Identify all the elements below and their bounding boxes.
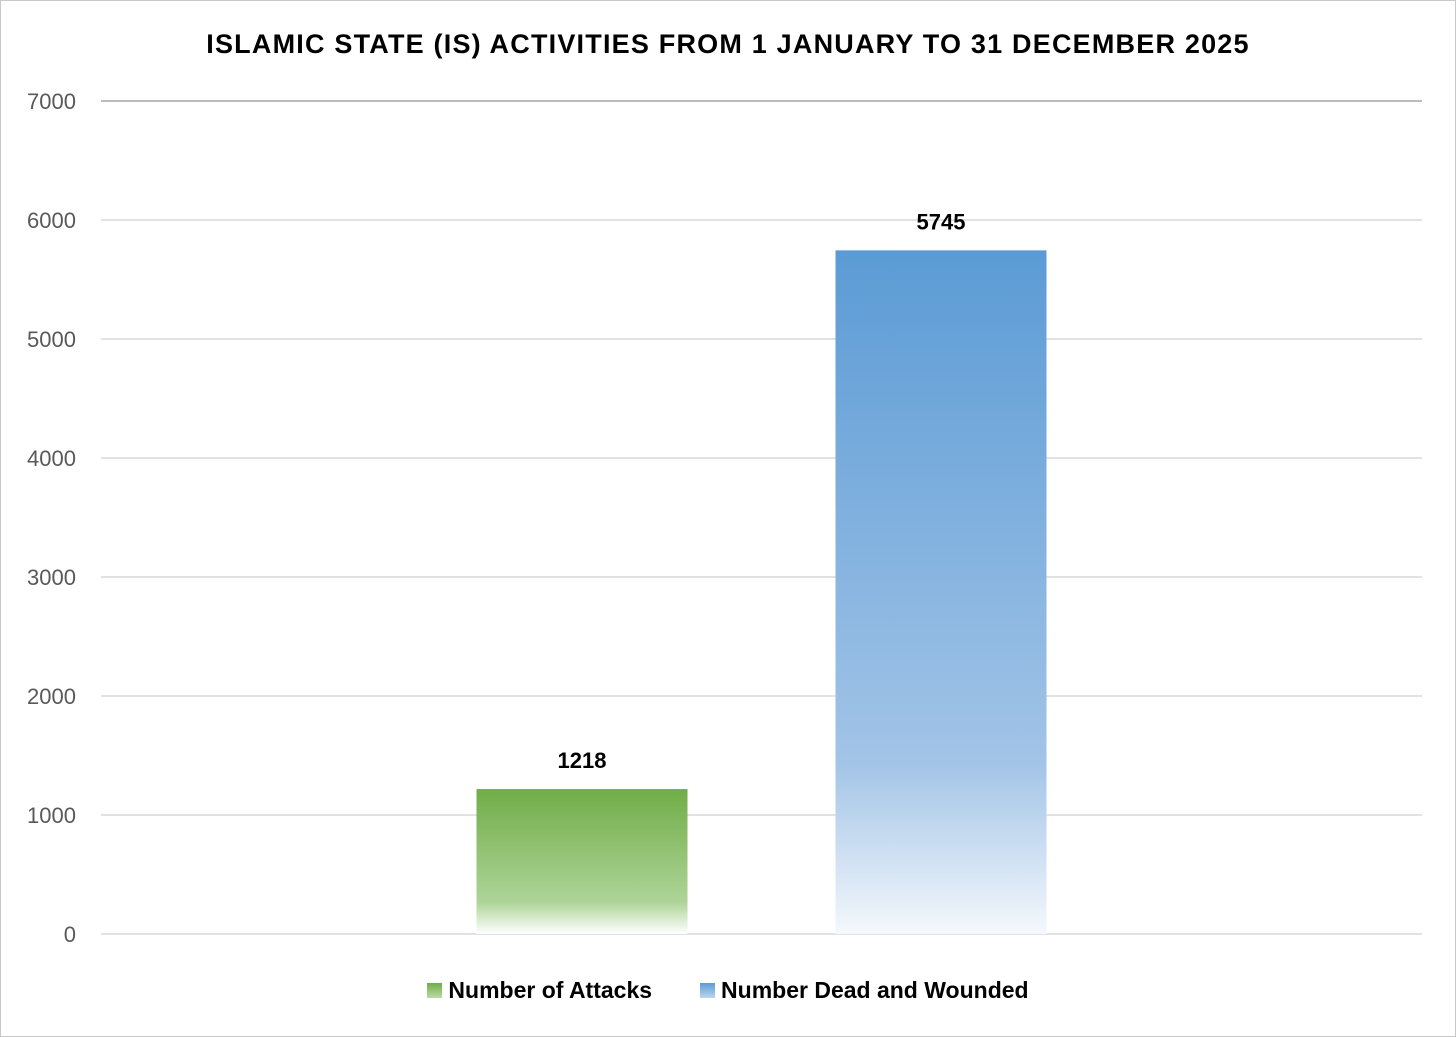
legend-swatch-attacks <box>427 983 442 998</box>
gridlines <box>101 101 1422 934</box>
y-tick-label: 0 <box>63 922 76 947</box>
y-tick-label: 2000 <box>27 684 76 709</box>
y-tick-label: 1000 <box>27 803 76 828</box>
y-tick-label: 5000 <box>27 327 76 352</box>
legend-swatch-dead-wounded <box>700 983 715 998</box>
chart-title: ISLAMIC STATE (IS) ACTIVITIES FROM 1 JANUARY TO 31 DECEMBER 2025 <box>206 29 1250 59</box>
legend <box>1 977 1455 1004</box>
data-label: 1218 <box>557 748 607 774</box>
y-axis-ticks <box>27 89 76 947</box>
bar-number-of-attacks <box>477 789 688 934</box>
legend-item-dead-wounded <box>700 977 1029 1004</box>
y-tick-label: 4000 <box>27 446 76 471</box>
y-tick-label: 6000 <box>27 208 76 233</box>
y-tick-label: 7000 <box>27 89 76 114</box>
legend-label-dead-wounded: Number Dead and Wounded <box>721 977 1029 1003</box>
y-tick-label: 3000 <box>27 565 76 590</box>
bars <box>477 250 1047 934</box>
legend-item-attacks <box>427 977 652 1004</box>
data-label: 5745 <box>916 209 966 235</box>
legend-label-attacks: Number of Attacks <box>448 977 653 1003</box>
plot-area <box>1 1 1455 1036</box>
bar-number-dead-and-wounded <box>836 250 1047 934</box>
